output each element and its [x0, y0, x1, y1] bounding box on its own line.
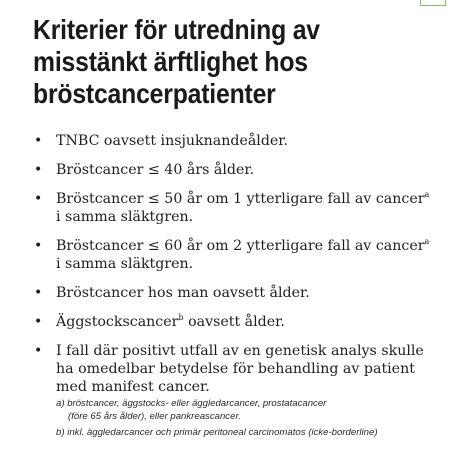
- bullet-icon: •: [34, 162, 43, 178]
- criteria-text: I fall där positivt utfall av en genetisk analys skulle: [56, 343, 424, 359]
- criteria-list: [32, 132, 442, 407]
- footnote-b-line-1: b) inkl. äggledarcancer och primär peritoneal carcinomatos (icke-borderline): [56, 427, 378, 438]
- criteria-text-part: oavsett ålder.: [183, 314, 285, 330]
- bullet-icon: •: [34, 133, 43, 149]
- criteria-text: TNBC oavsett insjuknandeålder.: [56, 133, 289, 149]
- footnote-marker-a: a: [424, 237, 430, 246]
- corner-decoration: [420, 0, 446, 6]
- footnote-b: [56, 427, 446, 440]
- title-line-3: bröstcancerpatienter: [33, 78, 276, 109]
- criteria-text-continued: i samma släktgren.: [56, 256, 194, 272]
- criteria-item-ovarian: [32, 313, 442, 331]
- criteria-item-genetic-analysis: [32, 342, 442, 396]
- bullet-icon: •: [34, 191, 43, 207]
- footnote-marker-b: b: [178, 313, 184, 322]
- criteria-item-tnbc: [32, 132, 442, 150]
- footnote-a-line-2: (före 65 års ålder), eller pankreascancer.: [68, 410, 241, 422]
- bullet-icon: •: [34, 314, 43, 330]
- criteria-text: [56, 313, 442, 331]
- criteria-item-age-50: [32, 190, 442, 226]
- criteria-text: Bröstcancer hos man oavsett ålder.: [56, 285, 310, 301]
- footnote-a-line-1: a) bröstcancer, äggstocks- eller äggledarcancer, prostatacancer: [56, 398, 327, 409]
- footnote-a: [56, 398, 446, 423]
- criteria-text-continued: med manifest cancer.: [56, 379, 210, 395]
- title-line-1: Kriterier för utredning av: [33, 14, 320, 45]
- footnotes: [56, 398, 446, 444]
- footnote-marker-a: a: [424, 190, 430, 199]
- bullet-icon: •: [34, 238, 43, 254]
- criteria-text-part: Bröstcancer ≤ 50 år om 1 ytterligare fall av cancer: [56, 191, 425, 207]
- criteria-text-part: Bröstcancer ≤ 60 år om 2 ytterligare fall av cancer: [56, 238, 425, 254]
- page-title: [33, 14, 402, 110]
- criteria-text-continued: ha omedelbar betydelse för behandling av patient: [56, 361, 415, 377]
- criteria-item-male: [32, 284, 442, 302]
- criteria-text-part: Äggstockscancer: [56, 314, 179, 330]
- bullet-icon: •: [34, 343, 43, 359]
- criteria-text: Bröstcancer ≤ 40 års ålder.: [56, 162, 255, 178]
- bullet-icon: •: [34, 285, 43, 301]
- criteria-text: [56, 190, 442, 208]
- criteria-text: [56, 237, 442, 255]
- title-line-2: misstänkt ärftlighet hos: [33, 46, 308, 77]
- criteria-text-continued: i samma släktgren.: [56, 209, 194, 225]
- criteria-item-age-40: [32, 161, 442, 179]
- criteria-item-age-60: [32, 237, 442, 273]
